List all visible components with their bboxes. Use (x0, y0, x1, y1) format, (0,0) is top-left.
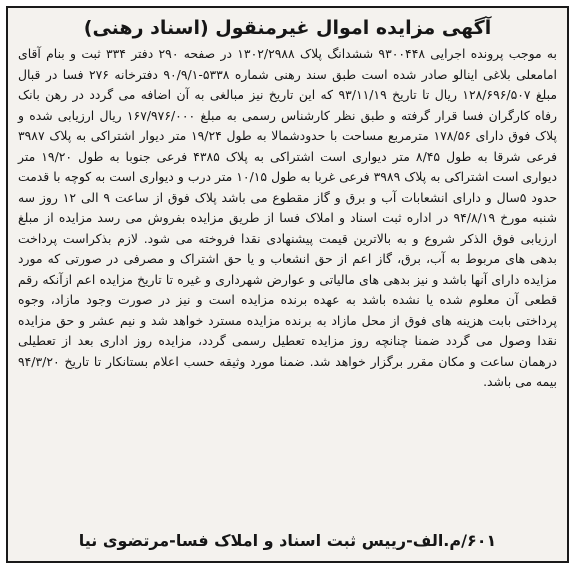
notice-body: به موجب پرونده اجرایی ۹۳۰۰۴۴۸ ششدانگ پلاک ۱۳۰۲/۲۹۸۸ در صفحه ۲۹۰ دفتر ۳۳۴ ثبت و بنام آقای امامعلی بلاغی اینالو صادر شده است طبق سند رهنی شماره ۵۳۳۸-۹۰/۹/۱ دفترخانه ۲۷۶ فسا در قبال مبلغ ۱۲۸/۶۹۶/۵۰۷ ریال تا تاریخ ۹۳/۱۱/۱۹ که این تاریخ نیز مبالغی به آن اضافه می گردد در رهن بانک رفاه کارگران فسا قرار گرفته و طبق نظر کارشناس رسمی به مبلغ ۱۶۷/۹۷۶/۰۰۰ ریال ارزیابی شده و پلاک فوق دارای ۱۷۸/۵۶ مترمربع مساحت با حدودشمالا به طول ۱۹/۲۴ متر دیوار اشتراکی به پلاک ۳۹۸۷ فرعی شرقا به طول ۸/۴۵ متر دیواری است اشتراکی به پلاک ۴۳۸۵ فرعی جنوبا به طول ۱۹/۲۰ متر دیواری است اشتراکی به پلاک ۳۹۸۹ فرعی غربا به طول ۱۰/۱۵ متر درب و دیواری است به کوچه با قدمت حدود ۵سال و دارای انشعابات آب و برق و گاز مقطوع می باشد پلاک فوق از ساعت ۹ الی ۱۲ روز سه شنبه مورخ ۹۴/۸/۱۹ در اداره ثبت اسناد و املاک فسا از طریق مزایده بفروش می رسد مزایده از مبلغ ارزیابی فوق الذکر شروع و به بالاترین قیمت پیشنهادی نقدا فروخته می شود. لازم بذکراست پرداخت بدهی های مربوط به آب، برق، گاز اعم از حق انشعاب و یا حق اشتراک و مصرفی در صورتی که مورد مزایده دارای آنها باشد و نیز بدهی های مالیاتی و عوارض شهرداری و غیره تا تاریخ مزایده اعم ازآنکه رقم قطعی آن معلوم شده یا نشده باشد به عهده برنده مزایده است و نیز در صورت وجود مازاد، وجوه پرداختی بابت هزینه های فوق از محل مازاد به برنده مزایده مسترد خواهد شد و نیم عشر و حق مزایده نقدا وصول می گردد ضمنا چنانچه روز مزایده تعطیل رسمی گردد، مزایده روز اداری بعد از تعطیلی درهمان ساعت و مکان مقرر برگزار خواهد شد. ضمنا مورد وثیقه حسب اعلام بستانکار تا تاریخ ۹۴/۳/۲۰ بیمه می باشد. (18, 46, 558, 389)
notice-signature: ۶۰۱/م.الف-رییس ثبت اسناد و املاک فسا-مرتضوی نیا (78, 531, 497, 550)
auction-notice (6, 6, 569, 563)
notice-title: آگهی مزایده اموال غیرمنقول (اسناد رهنی) (83, 17, 492, 39)
